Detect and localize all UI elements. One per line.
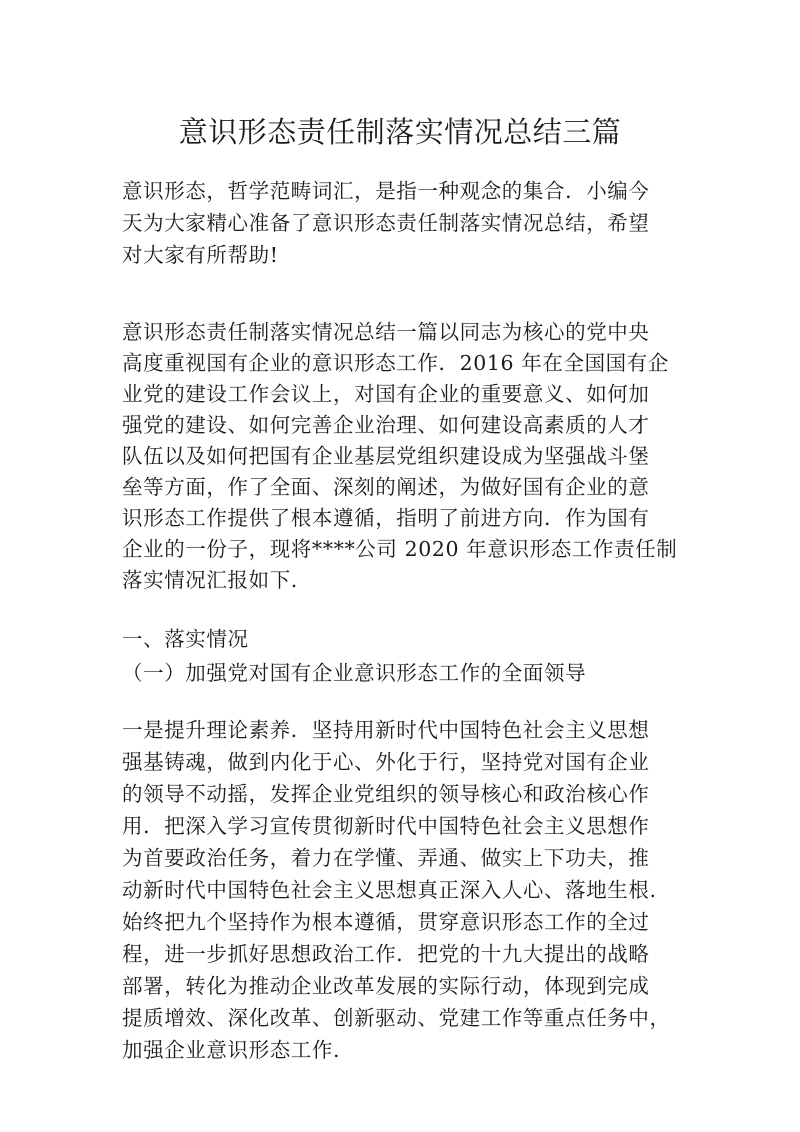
paragraph-line: 高度重视国有企业的意识形态工作．2016 年在全国国有企 [122, 351, 669, 375]
paragraph-line: 动新时代中国特色社会主义思想真正深入人心、落地生根. [122, 878, 657, 902]
paragraph-line: 垒等方面，作了全面、深刻的阐述，为做好国有企业的意 [122, 475, 650, 499]
paragraph-line: 强基铸魂，做到内化于心、外化于行，坚持党对国有企业 [122, 750, 650, 774]
intro-line: 对大家有所帮助! [122, 243, 279, 267]
paragraph-line: 为首要政治任务，着力在学懂、弄通、做实上下功夫，推 [122, 846, 650, 870]
section-heading: 一、落实情况 [122, 627, 249, 651]
paragraph-line: 强党的建设、如何完善企业治理、如何建设高素质的人才 [122, 413, 650, 437]
paragraph-line: 的领导不动摇，发挥企业党组织的领导核心和政治核心作 [122, 782, 650, 806]
intro-line: 意识形态，哲学范畴词汇，是指一种观念的集合．小编今 [122, 179, 650, 203]
paragraph-line: 一是提升理论素养．坚持用新时代中国特色社会主义思想 [122, 718, 650, 742]
paragraph-line: 企业的一份子，现将****公司 2020 年意识形态工作责任制 [122, 537, 678, 561]
intro-line: 天为大家精心准备了意识形态责任制落实情况总结，希望 [122, 211, 650, 235]
paragraph-line: 部署，转化为推动企业改革发展的实际行动，体现到完成 [122, 974, 650, 998]
paragraph-line: 队伍以及如何把国有企业基层党组织建设成为坚强战斗堡 [122, 444, 650, 468]
paragraph-line: 落实情况汇报如下. [122, 568, 298, 592]
paragraph-line: 意识形态责任制落实情况总结一篇以同志为核心的党中央 [122, 320, 650, 344]
paragraph-line: 程，进一步抓好思想政治工作．把党的十九大提出的战略 [122, 942, 650, 966]
subsection-heading: （一）加强党对国有企业意识形态工作的全面领导 [122, 661, 587, 685]
document-title: 意识形态责任制落实情况总结三篇 [178, 115, 622, 149]
paragraph-line: 识形态工作提供了根本遵循，指明了前进方向．作为国有 [122, 506, 650, 530]
paragraph-line: 加强企业意识形态工作. [122, 1038, 341, 1062]
paragraph-line: 业党的建设工作会议上，对国有企业的重要意义、如何加 [122, 382, 650, 406]
paragraph-line: 用．把深入学习宣传贯彻新时代中国特色社会主义思想作 [122, 814, 650, 838]
paragraph-line: 提质增效、深化改革、创新驱动、党建工作等重点任务中， [122, 1006, 671, 1030]
paragraph-line: 始终把九个坚持作为根本遵循，贯穿意识形态工作的全过 [122, 910, 650, 934]
